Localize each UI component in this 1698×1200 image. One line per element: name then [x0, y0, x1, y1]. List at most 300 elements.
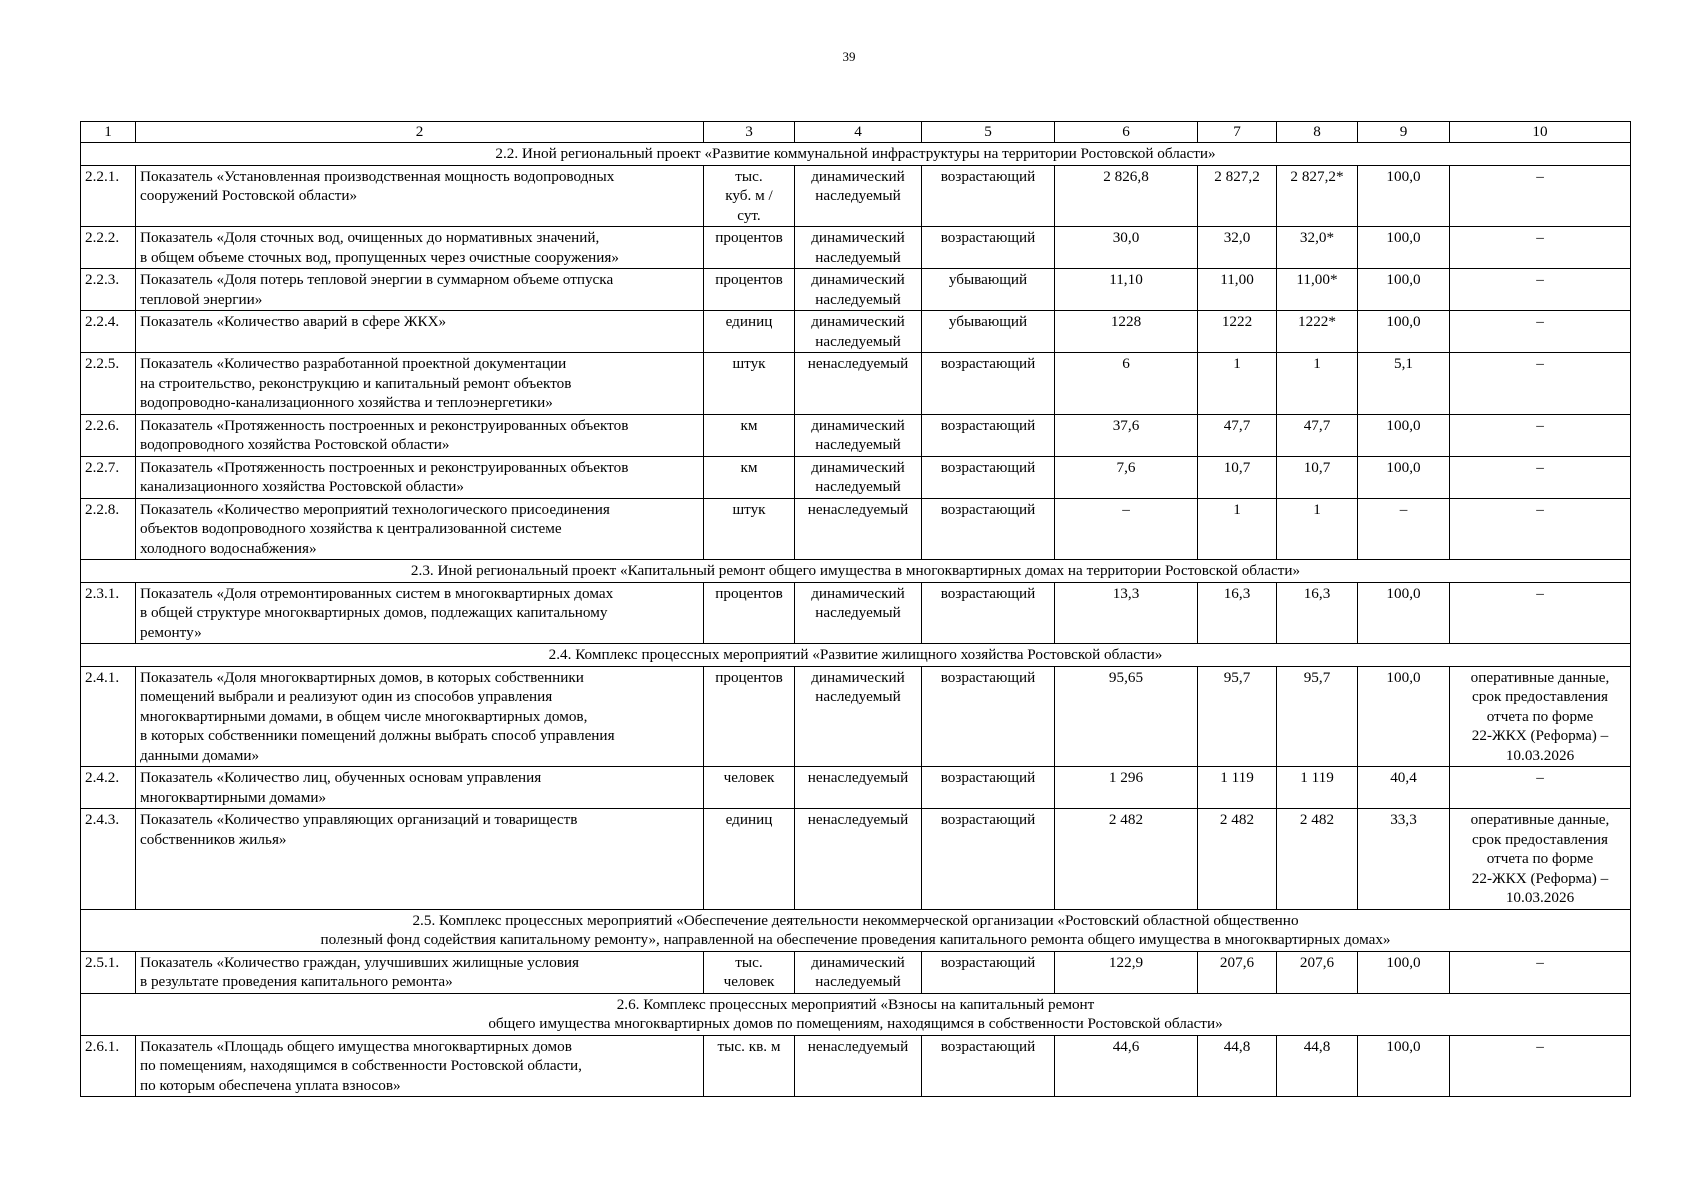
cell-note-line: отчета по форме [1486, 707, 1594, 725]
cell-indicator-name-line: водопроводного хозяйства Ростовской области» [140, 436, 450, 453]
cell-note [1450, 456, 1631, 498]
cell-note [1450, 809, 1631, 910]
cell-indicator-name-line: канализационного хозяйства Ростовской области» [140, 478, 465, 495]
cell-percent-line: 100,0 [1386, 953, 1421, 971]
cell-base-value [1055, 311, 1198, 353]
cell-unit [704, 582, 795, 644]
cell-indicator-name [136, 353, 704, 415]
cell-note [1450, 165, 1631, 227]
cell-actual-value-line: 2 482 [1299, 811, 1335, 828]
cell-indicator-type-line: наследуемый [815, 332, 901, 350]
cell-plan-value [1198, 456, 1277, 498]
cell-number-line: 2.2.2. [85, 229, 120, 246]
cell-indicator-name [136, 269, 704, 311]
column-header-row [81, 122, 1631, 143]
cell-percent-line: 100,0 [1386, 313, 1421, 330]
cell-indicator-type [795, 767, 922, 809]
cell-indicator-type [795, 809, 922, 910]
cell-unit [704, 456, 795, 498]
cell-base-value-line: 2 482 [1108, 811, 1144, 828]
cell-note-line: оперативные данные, [1470, 668, 1610, 686]
cell-percent [1358, 582, 1450, 644]
cell-note [1450, 498, 1631, 560]
cell-trend [922, 165, 1055, 227]
cell-plan-value [1198, 951, 1277, 993]
cell-plan-value [1198, 414, 1277, 456]
cell-indicator-name-line: водопроводно-канализационного хозяйства и теплоэнергетики» [140, 394, 553, 411]
cell-indicator-name [136, 456, 704, 498]
cell-actual-value [1277, 666, 1358, 767]
cell-indicator-name-line: Показатель «Количество мероприятий технологического присоединения [140, 500, 610, 518]
cell-actual-value [1277, 353, 1358, 415]
cell-number-line: 2.6.1. [85, 1037, 120, 1055]
cell-unit [704, 951, 795, 993]
cell-note-line: оперативные данные, [1470, 811, 1610, 828]
cell-indicator-type-line: наследуемый [815, 436, 901, 453]
cell-note-line: – [1536, 271, 1544, 288]
cell-plan-value [1198, 165, 1277, 227]
cell-percent-line: 100,0 [1386, 1037, 1421, 1055]
cell-trend-line: возрастающий [940, 500, 1036, 518]
cell-plan-value [1198, 1035, 1277, 1097]
cell-number-line: 2.2.6. [85, 416, 120, 434]
cell-percent [1358, 498, 1450, 560]
cell-percent [1358, 951, 1450, 993]
cell-number-line: 2.4.2. [85, 769, 120, 786]
cell-base-value-line: – [1122, 500, 1130, 518]
cell-plan-value-line: 1 [1233, 500, 1241, 518]
cell-indicator-name [136, 311, 704, 353]
section-title-line: 2.4. Комплекс процессных мероприятий «Развитие жилищного хозяйства Ростовской области» [548, 646, 1163, 663]
column-header: 3 [704, 122, 795, 143]
cell-base-value [1055, 1035, 1198, 1097]
section-row [81, 560, 1631, 583]
cell-base-value [1055, 666, 1198, 767]
cell-unit-line: куб. м / [725, 187, 773, 204]
cell-indicator-type [795, 582, 922, 644]
table-row [81, 951, 1631, 993]
cell-plan-value [1198, 582, 1277, 644]
cell-indicator-type-line: наследуемый [815, 248, 901, 266]
cell-base-value-line: 6 [1122, 355, 1130, 372]
cell-trend-line: возрастающий [940, 953, 1036, 971]
cell-number [81, 498, 136, 560]
cell-indicator-type [795, 269, 922, 311]
cell-indicator-name-line: Показатель «Доля сточных вод, очищенных до нормативных значений, [140, 229, 600, 246]
cell-indicator-name-line: Показатель «Площадь общего имущества многоквартирных домов [140, 1037, 572, 1055]
cell-percent-line: 100,0 [1386, 167, 1421, 185]
cell-indicator-name [136, 227, 704, 269]
cell-indicator-name-line: Показатель «Количество разработанной проектной документации [140, 355, 567, 372]
cell-plan-value [1198, 809, 1277, 910]
cell-actual-value [1277, 498, 1358, 560]
cell-trend-line: возрастающий [940, 811, 1036, 828]
cell-trend [922, 582, 1055, 644]
cell-base-value-line: 95,65 [1108, 668, 1144, 686]
cell-base-value-line: 7,6 [1116, 458, 1136, 476]
cell-plan-value-line: 47,7 [1223, 416, 1251, 434]
cell-indicator-name [136, 767, 704, 809]
table-row [81, 498, 1631, 560]
cell-indicator-name-line: Показатель «Установленная производственная мощность водопроводных [140, 167, 615, 185]
cell-number [81, 1035, 136, 1097]
cell-note-line: 22-ЖКХ (Реформа) – [1471, 869, 1609, 887]
column-header: 7 [1198, 122, 1277, 143]
cell-plan-value-line: 207,6 [1219, 953, 1255, 971]
cell-percent-line: 40,4 [1390, 769, 1417, 786]
cell-indicator-type [795, 498, 922, 560]
cell-base-value-line: 13,3 [1112, 584, 1140, 602]
cell-number-line: 2.4.3. [85, 811, 120, 828]
cell-base-value-line: 37,6 [1112, 416, 1140, 434]
cell-actual-value-line: 1222* [1298, 313, 1336, 330]
cell-indicator-type [795, 353, 922, 415]
cell-percent-line: 5,1 [1394, 355, 1413, 372]
cell-unit-line: тыс. [735, 167, 763, 185]
section-row [81, 644, 1631, 667]
cell-note-line: отчета по форме [1486, 850, 1594, 867]
table-row [81, 353, 1631, 415]
cell-unit-line: км [740, 416, 758, 434]
section-title [81, 560, 1631, 583]
cell-number [81, 951, 136, 993]
column-header: 2 [136, 122, 704, 143]
cell-indicator-name [136, 809, 704, 910]
cell-percent-line: 33,3 [1390, 811, 1417, 828]
cell-indicator-name-line: объектов водопроводного хозяйства к централизованной системе [140, 520, 562, 537]
section-title-line: полезный фонд содействия капитальному ремонту», направленной на обеспечение проведения капитального ремонта общего имущества в многоквартирных домах» [320, 931, 1391, 948]
cell-number [81, 456, 136, 498]
cell-indicator-name [136, 498, 704, 560]
column-header: 1 [81, 122, 136, 143]
table-row [81, 414, 1631, 456]
cell-note [1450, 353, 1631, 415]
cell-plan-value [1198, 666, 1277, 767]
cell-actual-value-line: 1 [1313, 355, 1321, 372]
cell-indicator-name-line: на строительство, реконструкцию и капитальный ремонт объектов [140, 374, 572, 392]
cell-base-value-line: 122,9 [1108, 953, 1144, 971]
table-row [81, 666, 1631, 767]
table-row [81, 809, 1631, 910]
cell-base-value-line: 1 296 [1108, 769, 1144, 786]
cell-unit [704, 1035, 795, 1097]
cell-trend-line: возрастающий [940, 584, 1036, 602]
table-row [81, 767, 1631, 809]
cell-plan-value [1198, 311, 1277, 353]
cell-indicator-type-line: наследуемый [815, 973, 901, 990]
cell-unit-line: штук [732, 500, 766, 518]
cell-actual-value [1277, 767, 1358, 809]
cell-trend-line: возрастающий [940, 769, 1036, 786]
cell-note [1450, 227, 1631, 269]
cell-indicator-type-line: ненаследуемый [807, 769, 909, 786]
cell-unit-line: единиц [725, 313, 773, 330]
cell-trend [922, 1035, 1055, 1097]
cell-unit-line: штук [732, 355, 766, 372]
cell-unit [704, 311, 795, 353]
cell-indicator-type [795, 227, 922, 269]
cell-base-value [1055, 414, 1198, 456]
cell-actual-value-line: 1 119 [1300, 769, 1334, 786]
cell-note [1450, 311, 1631, 353]
cell-indicator-type-line: наследуемый [815, 688, 901, 705]
section-title [81, 993, 1631, 1035]
cell-indicator-type-line: ненаследуемый [807, 500, 909, 518]
cell-unit-line: процентов [715, 668, 783, 686]
cell-trend-line: возрастающий [940, 355, 1036, 372]
cell-number-line: 2.2.7. [85, 458, 120, 476]
cell-plan-value-line: 1222 [1221, 313, 1253, 330]
cell-plan-value [1198, 498, 1277, 560]
cell-percent [1358, 456, 1450, 498]
cell-plan-value [1198, 767, 1277, 809]
cell-indicator-name-line: в которых собственники помещений должны выбрать способ управления [140, 727, 615, 744]
cell-note-line: – [1536, 167, 1544, 185]
cell-indicator-name-line: Показатель «Доля многоквартирных домов, в которых собственники [140, 668, 584, 686]
cell-actual-value [1277, 582, 1358, 644]
cell-base-value-line: 30,0 [1112, 229, 1140, 246]
cell-indicator-type-line: динамический [811, 416, 905, 434]
cell-note-line: – [1536, 584, 1544, 602]
table-row [81, 269, 1631, 311]
cell-plan-value-line: 10,7 [1223, 458, 1251, 476]
cell-number [81, 227, 136, 269]
cell-trend-line: возрастающий [940, 668, 1036, 686]
cell-trend [922, 456, 1055, 498]
cell-base-value-line: 2 826,8 [1103, 167, 1149, 185]
table-row [81, 1035, 1631, 1097]
cell-trend-line: возрастающий [940, 167, 1036, 185]
cell-plan-value-line: 11,00 [1220, 271, 1254, 288]
cell-unit-line: единиц [725, 811, 773, 828]
cell-actual-value-line: 95,7 [1303, 668, 1331, 686]
page-number: 39 [842, 49, 856, 64]
table-row [81, 165, 1631, 227]
cell-unit-line: км [740, 458, 758, 476]
cell-indicator-type-line: динамический [811, 167, 905, 185]
cell-note [1450, 414, 1631, 456]
cell-note [1450, 269, 1631, 311]
cell-indicator-name-line: помещений выбрали и реализуют один из способов управления [140, 688, 553, 705]
cell-note-line: – [1536, 769, 1544, 786]
cell-indicator-name-line: Показатель «Количество граждан, улучшивших жилищные условия [140, 953, 580, 971]
cell-note-line: 22-ЖКХ (Реформа) – [1471, 727, 1609, 744]
cell-note-line: – [1536, 355, 1544, 372]
cell-number-line: 2.4.1. [85, 668, 120, 686]
cell-plan-value [1198, 353, 1277, 415]
cell-trend [922, 227, 1055, 269]
cell-note [1450, 666, 1631, 767]
cell-number [81, 165, 136, 227]
cell-trend-line: возрастающий [940, 458, 1036, 476]
cell-indicator-type-line: динамический [811, 458, 905, 476]
section-title-line: 2.6. Комплекс процессных мероприятий «Взносы на капитальный ремонт [616, 995, 1095, 1013]
cell-actual-value [1277, 456, 1358, 498]
cell-actual-value-line: 1 [1313, 500, 1321, 518]
cell-indicator-name-line: Показатель «Количество лиц, обученных основам управления [140, 769, 542, 786]
cell-indicator-name-line: в общем объеме сточных вод, пропущенных через очистные сооружения» [140, 248, 619, 266]
cell-actual-value-line: 207,6 [1299, 953, 1335, 971]
cell-percent [1358, 311, 1450, 353]
cell-indicator-name-line: Показатель «Количество аварий в сфере ЖКХ» [140, 313, 447, 330]
cell-unit-line: процентов [715, 584, 783, 602]
cell-actual-value-line: 47,7 [1303, 416, 1331, 434]
indicators-table [80, 121, 1631, 1097]
cell-indicator-type [795, 456, 922, 498]
cell-number-line: 2.2.3. [85, 271, 120, 288]
cell-indicator-name-line: Показатель «Доля отремонтированных систем в многоквартирных домах [140, 584, 614, 602]
cell-indicator-type [795, 666, 922, 767]
cell-percent-line: 100,0 [1386, 271, 1421, 288]
cell-base-value [1055, 165, 1198, 227]
cell-trend-line: убывающий [948, 313, 1028, 330]
cell-indicator-type-line: ненаследуемый [807, 811, 909, 828]
cell-indicator-type-line: наследуемый [815, 187, 901, 204]
cell-indicator-name-line: в общей структуре многоквартирных домов, подлежащих капитальному [140, 604, 608, 621]
cell-note-line: – [1536, 229, 1544, 246]
cell-indicator-name-line: ремонту» [140, 623, 202, 641]
cell-indicator-name-line: данными домами» [140, 746, 260, 764]
cell-indicator-name-line: Показатель «Доля потерь тепловой энергии в суммарном объеме отпуска [140, 271, 614, 288]
cell-indicator-name [136, 165, 704, 227]
cell-number [81, 353, 136, 415]
cell-unit-line: процентов [715, 271, 783, 288]
cell-indicator-name-line: в результате проведения капитального ремонта» [140, 973, 453, 990]
cell-actual-value [1277, 414, 1358, 456]
section-title-line: 2.2. Иной региональный проект «Развитие коммунальной инфраструктуры на территории Ростовской области» [495, 145, 1216, 162]
cell-note [1450, 582, 1631, 644]
cell-plan-value-line: 2 827,2 [1214, 167, 1260, 185]
cell-note-line: – [1536, 500, 1544, 518]
section-title-line: общего имущества многоквартирных домов по помещениям, находящимся в собственности Ростовской области» [488, 1015, 1223, 1032]
cell-indicator-name [136, 951, 704, 993]
cell-indicator-type-line: динамический [811, 229, 905, 246]
cell-actual-value-line: 44,8 [1303, 1037, 1331, 1055]
cell-indicator-type [795, 951, 922, 993]
cell-base-value [1055, 809, 1198, 910]
cell-note-line: – [1536, 458, 1544, 476]
cell-percent [1358, 227, 1450, 269]
cell-base-value [1055, 269, 1198, 311]
cell-indicator-type-line: динамический [811, 271, 905, 288]
cell-indicator-type-line: наследуемый [815, 478, 901, 495]
cell-unit-line: процентов [715, 229, 783, 246]
cell-number-line: 2.2.4. [85, 313, 120, 330]
cell-note-line: – [1536, 953, 1544, 971]
cell-actual-value-line: 11,00* [1296, 271, 1338, 288]
table-row [81, 456, 1631, 498]
cell-indicator-type-line: динамический [811, 584, 905, 602]
cell-number [81, 767, 136, 809]
cell-unit [704, 165, 795, 227]
cell-indicator-type-line: ненаследуемый [807, 355, 909, 372]
cell-indicator-name-line: многоквартирными домами, в общем числе многоквартирных домов, [140, 707, 588, 725]
cell-unit-line: человек [723, 973, 775, 990]
cell-indicator-name-line: Показатель «Протяженность построенных и реконструированных объектов [140, 416, 629, 434]
cell-plan-value-line: 32,0 [1223, 229, 1251, 246]
cell-indicator-type-line: ненаследуемый [807, 1037, 909, 1055]
cell-number [81, 809, 136, 910]
cell-percent [1358, 414, 1450, 456]
cell-number-line: 2.3.1. [85, 584, 120, 602]
cell-note-line: – [1536, 1037, 1544, 1055]
section-title [81, 143, 1631, 166]
cell-plan-value [1198, 269, 1277, 311]
cell-actual-value [1277, 269, 1358, 311]
cell-plan-value-line: 16,3 [1223, 584, 1251, 602]
cell-percent [1358, 1035, 1450, 1097]
cell-unit-line: тыс. кв. м [717, 1037, 781, 1055]
cell-unit [704, 666, 795, 767]
cell-actual-value-line: 10,7 [1303, 458, 1331, 476]
cell-trend-line: возрастающий [940, 229, 1036, 246]
cell-number [81, 666, 136, 767]
cell-trend [922, 311, 1055, 353]
cell-note-line: 10.03.2026 [1505, 746, 1575, 764]
cell-indicator-name [136, 414, 704, 456]
cell-actual-value-line: 2 827,2* [1290, 167, 1344, 185]
cell-trend-line: возрастающий [940, 416, 1036, 434]
cell-indicator-type-line: динамический [811, 953, 905, 971]
cell-plan-value-line: 1 119 [1220, 769, 1254, 786]
cell-number [81, 582, 136, 644]
cell-trend [922, 809, 1055, 910]
cell-percent-line: 100,0 [1386, 668, 1421, 686]
section-title [81, 644, 1631, 667]
cell-note-line: срок предоставления [1472, 688, 1608, 705]
cell-actual-value [1277, 951, 1358, 993]
cell-percent-line: 100,0 [1386, 229, 1421, 246]
cell-trend [922, 353, 1055, 415]
cell-indicator-name-line: тепловой энергии» [140, 290, 263, 308]
cell-indicator-type [795, 1035, 922, 1097]
cell-indicator-name-line: многоквартирными домами» [140, 788, 327, 806]
cell-plan-value-line: 95,7 [1223, 668, 1251, 686]
cell-unit [704, 227, 795, 269]
cell-actual-value [1277, 227, 1358, 269]
cell-indicator-name-line: Показатель «Количество управляющих организаций и товариществ [140, 811, 578, 828]
cell-note [1450, 1035, 1631, 1097]
column-header: 9 [1358, 122, 1450, 143]
cell-trend [922, 414, 1055, 456]
cell-percent [1358, 767, 1450, 809]
cell-number [81, 414, 136, 456]
cell-base-value [1055, 227, 1198, 269]
cell-indicator-type-line: динамический [811, 668, 905, 686]
cell-actual-value [1277, 165, 1358, 227]
cell-trend [922, 951, 1055, 993]
cell-indicator-type [795, 311, 922, 353]
cell-base-value [1055, 353, 1198, 415]
column-header: 10 [1450, 122, 1631, 143]
section-title-line: 2.3. Иной региональный проект «Капитальный ремонт общего имущества в многоквартирных домах на территории Ростовской области» [410, 562, 1301, 579]
cell-indicator-name-line: холодного водоснабжения» [140, 539, 317, 557]
cell-number-line: 2.5.1. [85, 953, 120, 971]
cell-note-line: – [1536, 313, 1544, 330]
cell-base-value [1055, 582, 1198, 644]
cell-unit-line: сут. [737, 206, 761, 224]
cell-number [81, 269, 136, 311]
cell-indicator-type [795, 165, 922, 227]
cell-indicator-type-line: наследуемый [815, 604, 901, 621]
cell-note-line: срок предоставления [1472, 830, 1608, 848]
cell-indicator-name-line: Показатель «Протяженность построенных и реконструированных объектов [140, 458, 629, 476]
table-row [81, 311, 1631, 353]
cell-unit [704, 809, 795, 910]
cell-actual-value [1277, 809, 1358, 910]
cell-trend [922, 666, 1055, 767]
cell-unit [704, 353, 795, 415]
